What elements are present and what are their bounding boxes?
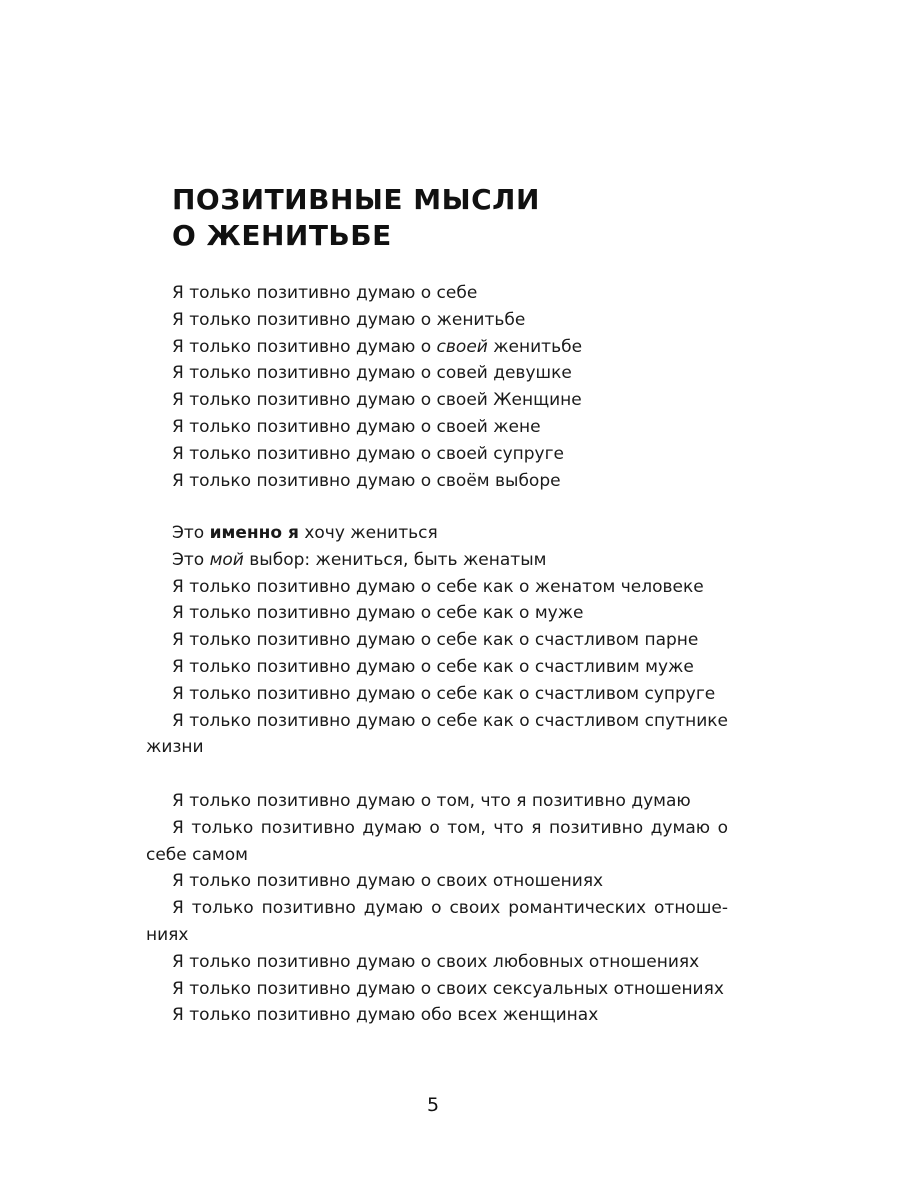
text-line: Я только позитивно думаю о своей супруге xyxy=(172,443,564,464)
title-line-1: ПОЗИТИВНЫЕ МЫСЛИ xyxy=(172,183,540,216)
title-line-2: О ЖЕНИТЬБЕ xyxy=(172,219,392,252)
text-segment: хочу жениться xyxy=(298,523,438,543)
text-line: Я только позитивно думаю о себе как о муже xyxy=(172,603,584,624)
text-line: Я только позитивно думаю о женитьбе xyxy=(172,309,526,330)
text-line: Я только позитивно думаю о себе как о счастливом супруге xyxy=(172,683,716,704)
text-line: Я только позитивно думаю о своих романтических отноше-ниях xyxy=(146,898,728,945)
italic-emphasis: своей xyxy=(436,336,488,357)
text-line: Я только позитивно думаю о своём выборе xyxy=(172,470,561,491)
text-line: Я только позитивно думаю о том, что я позитивно думаю xyxy=(172,791,691,811)
text-segment: Я только позитивно думаю о xyxy=(172,336,437,357)
text-line: Я только позитивно думаю о себе как о счастливом спутнике жизни xyxy=(146,710,728,758)
text-line: Я только позитивно думаю обо всех женщинах xyxy=(172,1005,599,1026)
text-segment: Это xyxy=(172,523,210,543)
text-line: Я только позитивно думаю о себе как о женатом человеке xyxy=(172,576,704,597)
text-line: Я только позитивно думаю о своей Женщине xyxy=(172,390,582,411)
italic-emphasis: мой xyxy=(209,549,244,570)
text-line: Я только позитивно думаю о своей жене xyxy=(172,416,541,437)
text-line: Я только позитивно думаю о своих отношениях xyxy=(172,871,604,892)
text-line: Я только позитивно думаю о своих любовных отношениях xyxy=(172,951,700,972)
text-line: Я только позитивно думаю о совей девушке xyxy=(172,363,572,384)
text-segment: выбор: жениться, быть женатым xyxy=(243,549,547,570)
text-line xyxy=(146,520,728,547)
text-line xyxy=(146,547,728,574)
text-line: Я только позитивно думаю о себе как о счастливим муже xyxy=(172,656,694,677)
page-number: 5 xyxy=(426,1094,440,1116)
page-title xyxy=(172,182,540,254)
stanza-3 xyxy=(146,788,728,1029)
text-segment: Это xyxy=(172,549,210,570)
text-line: Я только позитивно думаю о себе xyxy=(172,283,478,303)
text-line: Я только позитивно думаю о своих сексуальных отношениях xyxy=(172,978,724,999)
stanza-2 xyxy=(146,520,728,761)
text-line: Я только позитивно думаю о том, что я позитивно думаю о себе самом xyxy=(146,817,728,865)
text-line: Я только позитивно думаю о себе как о счастливом парне xyxy=(172,630,699,651)
stanza-1 xyxy=(146,280,728,494)
text-line xyxy=(146,334,728,361)
bold-emphasis: именно я xyxy=(209,523,299,543)
text-segment: женитьбе xyxy=(487,336,583,357)
